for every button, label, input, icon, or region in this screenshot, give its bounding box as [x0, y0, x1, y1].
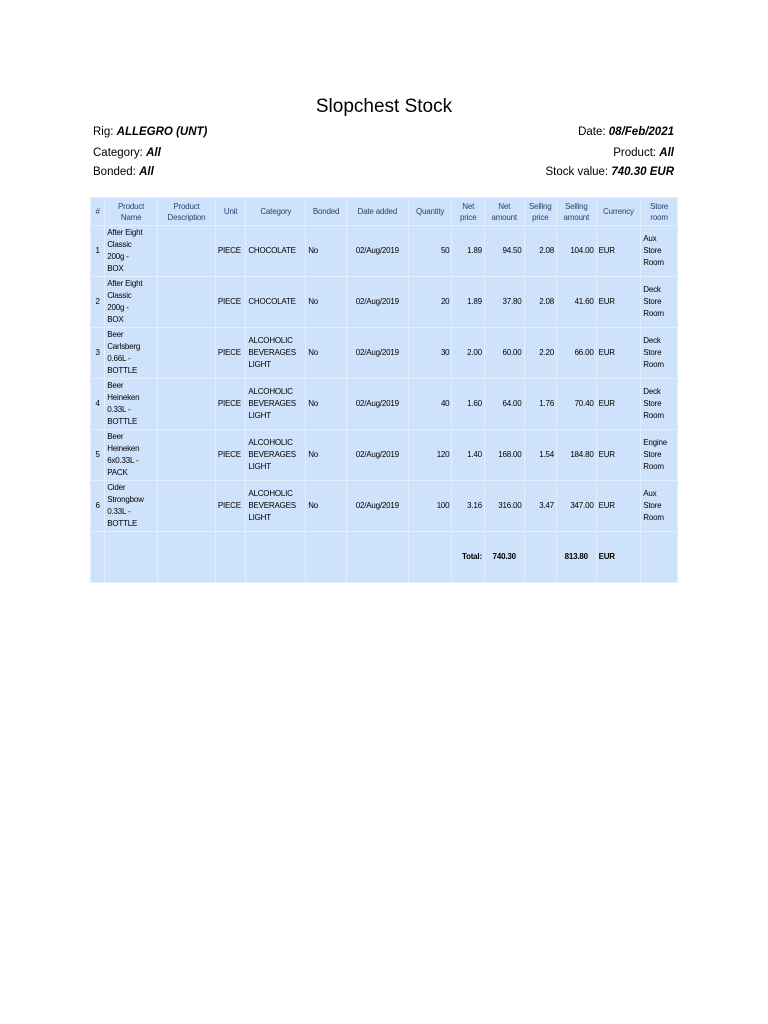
col-header-no: #	[91, 198, 105, 226]
cell-currency: EUR	[596, 328, 641, 379]
cell-product-description	[158, 481, 216, 532]
cell-unit: PIECE	[215, 328, 245, 379]
cell-selling-amount: 184.80	[557, 430, 597, 481]
cell-no: 6	[91, 481, 105, 532]
col-header-selling-amount: Selling amount	[557, 198, 597, 226]
cell-net-amount: 316.00	[484, 481, 524, 532]
cell-net-amount: 94.50	[484, 226, 524, 277]
cell-store-room: Aux Store Room	[641, 481, 678, 532]
stock-table	[90, 197, 678, 583]
table-row	[91, 430, 678, 481]
date-value: 08/Feb/2021	[608, 126, 674, 138]
product-value: All	[659, 147, 674, 159]
cell-net-price: 1.89	[452, 277, 484, 328]
category-value: All	[146, 147, 161, 159]
total-row	[91, 532, 678, 583]
cell-date-added: 02/Aug/2019	[346, 226, 408, 277]
cell-selling-amount: 347.00	[557, 481, 597, 532]
cell-store-room: Deck Store Room	[641, 328, 678, 379]
table-row	[91, 328, 678, 379]
cell-store-room: Deck Store Room	[641, 277, 678, 328]
cell-product-description	[158, 277, 216, 328]
col-header-date-added: Date added	[346, 198, 408, 226]
category-label: Category:	[93, 147, 143, 159]
col-header-product-name: Product Name	[105, 198, 158, 226]
cell-net-price: 1.40	[452, 430, 484, 481]
cell-category: CHOCOLATE	[246, 277, 306, 328]
col-header-net-amount: Net amount	[484, 198, 524, 226]
cell-currency: EUR	[596, 481, 641, 532]
total-empty-cell	[524, 532, 556, 583]
cell-selling-price: 3.47	[524, 481, 556, 532]
cell-store-room: Deck Store Room	[641, 379, 678, 430]
cell-no: 3	[91, 328, 105, 379]
cell-product-description	[158, 379, 216, 430]
stock-value-label: Stock value:	[545, 166, 609, 178]
total-empty-cell	[246, 532, 306, 583]
category-field	[93, 147, 161, 159]
total-empty-cell	[346, 532, 408, 583]
cell-product-name: Beer Heineken 0.33L - BOTTLE	[105, 379, 158, 430]
cell-quantity: 100	[408, 481, 452, 532]
cell-net-price: 1.60	[452, 379, 484, 430]
cell-quantity: 40	[408, 379, 452, 430]
cell-selling-price: 2.08	[524, 277, 556, 328]
cell-bonded: No	[306, 226, 347, 277]
cell-net-amount: 37.80	[484, 277, 524, 328]
cell-selling-price: 1.76	[524, 379, 556, 430]
cell-unit: PIECE	[215, 379, 245, 430]
cell-net-price: 1.89	[452, 226, 484, 277]
cell-bonded: No	[306, 277, 347, 328]
bonded-field	[93, 166, 154, 178]
cell-currency: EUR	[596, 226, 641, 277]
col-header-currency: Currency	[596, 198, 641, 226]
cell-bonded: No	[306, 481, 347, 532]
cell-unit: PIECE	[215, 481, 245, 532]
cell-net-price: 2.00	[452, 328, 484, 379]
cell-product-name: After Eight Classic 200g - BOX	[105, 277, 158, 328]
cell-date-added: 02/Aug/2019	[346, 277, 408, 328]
cell-category: ALCOHOLIC BEVERAGES LIGHT	[246, 328, 306, 379]
rig-value: ALLEGRO (UNT)	[116, 126, 208, 138]
bonded-label: Bonded:	[93, 166, 136, 178]
cell-category: ALCOHOLIC BEVERAGES LIGHT	[246, 481, 306, 532]
cell-quantity: 50	[408, 226, 452, 277]
cell-no: 5	[91, 430, 105, 481]
cell-quantity: 20	[408, 277, 452, 328]
cell-product-name: Beer Carlsberg 0.66L - BOTTLE	[105, 328, 158, 379]
cell-bonded: No	[306, 328, 347, 379]
col-header-quantity: Quantity	[408, 198, 452, 226]
cell-currency: EUR	[596, 379, 641, 430]
cell-unit: PIECE	[215, 226, 245, 277]
cell-net-amount: 168.00	[484, 430, 524, 481]
table-row	[91, 277, 678, 328]
cell-product-name: After Eight Classic 200g - BOX	[105, 226, 158, 277]
cell-selling-price: 1.54	[524, 430, 556, 481]
product-field	[613, 147, 674, 159]
cell-quantity: 120	[408, 430, 452, 481]
col-header-product-description: Product Description	[158, 198, 216, 226]
cell-date-added: 02/Aug/2019	[346, 430, 408, 481]
total-currency: EUR	[596, 532, 641, 583]
report-title: Slopchest Stock	[315, 96, 453, 117]
cell-unit: PIECE	[215, 430, 245, 481]
total-empty-cell	[215, 532, 245, 583]
cell-no: 1	[91, 226, 105, 277]
product-label: Product:	[613, 147, 657, 159]
cell-date-added: 02/Aug/2019	[346, 328, 408, 379]
table-row	[91, 379, 678, 430]
cell-bonded: No	[306, 379, 347, 430]
cell-selling-amount: 104.00	[557, 226, 597, 277]
cell-store-room: Engine Store Room	[641, 430, 678, 481]
cell-no: 4	[91, 379, 105, 430]
rig-field	[93, 126, 207, 138]
col-header-unit: Unit	[215, 198, 245, 226]
cell-date-added: 02/Aug/2019	[346, 379, 408, 430]
cell-store-room: Aux Store Room	[641, 226, 678, 277]
cell-net-amount: 60.00	[484, 328, 524, 379]
table-header-row	[91, 198, 678, 226]
cell-net-price: 3.16	[452, 481, 484, 532]
cell-product-name: Beer Heineken 6x0.33L - PACK	[105, 430, 158, 481]
total-empty-cell	[91, 532, 105, 583]
cell-currency: EUR	[596, 430, 641, 481]
cell-currency: EUR	[596, 277, 641, 328]
col-header-selling-price: Selling price	[524, 198, 556, 226]
cell-selling-amount: 70.40	[557, 379, 597, 430]
cell-quantity: 30	[408, 328, 452, 379]
date-label: Date:	[578, 126, 606, 138]
cell-category: CHOCOLATE	[246, 226, 306, 277]
bonded-value: All	[139, 166, 154, 178]
cell-product-name: Cider Strongbow 0.33L - BOTTLE	[105, 481, 158, 532]
cell-category: ALCOHOLIC BEVERAGES LIGHT	[246, 430, 306, 481]
cell-product-description	[158, 430, 216, 481]
table-row	[91, 481, 678, 532]
cell-selling-amount: 41.60	[557, 277, 597, 328]
col-header-bonded: Bonded	[306, 198, 347, 226]
cell-product-description	[158, 226, 216, 277]
table-row	[91, 226, 678, 277]
cell-selling-price: 2.20	[524, 328, 556, 379]
col-header-category: Category	[246, 198, 306, 226]
col-header-store-room: Store room	[641, 198, 678, 226]
total-selling-amount: 813.80	[557, 532, 597, 583]
cell-no: 2	[91, 277, 105, 328]
total-net-amount: 740.30	[484, 532, 524, 583]
cell-product-description	[158, 328, 216, 379]
total-empty-cell	[105, 532, 158, 583]
rig-label: Rig:	[93, 126, 114, 138]
total-empty-cell	[408, 532, 452, 583]
total-empty-cell	[641, 532, 678, 583]
cell-category: ALCOHOLIC BEVERAGES LIGHT	[246, 379, 306, 430]
cell-selling-price: 2.08	[524, 226, 556, 277]
col-header-net-price: Net price	[452, 198, 484, 226]
cell-net-amount: 64.00	[484, 379, 524, 430]
total-empty-cell	[158, 532, 216, 583]
stock-value: 740.30 EUR	[611, 166, 674, 178]
cell-date-added: 02/Aug/2019	[346, 481, 408, 532]
cell-bonded: No	[306, 430, 347, 481]
stock-value-field	[545, 166, 674, 178]
date-field	[578, 126, 674, 138]
total-empty-cell	[306, 532, 347, 583]
cell-unit: PIECE	[215, 277, 245, 328]
total-label: Total:	[452, 532, 484, 583]
cell-selling-amount: 66.00	[557, 328, 597, 379]
